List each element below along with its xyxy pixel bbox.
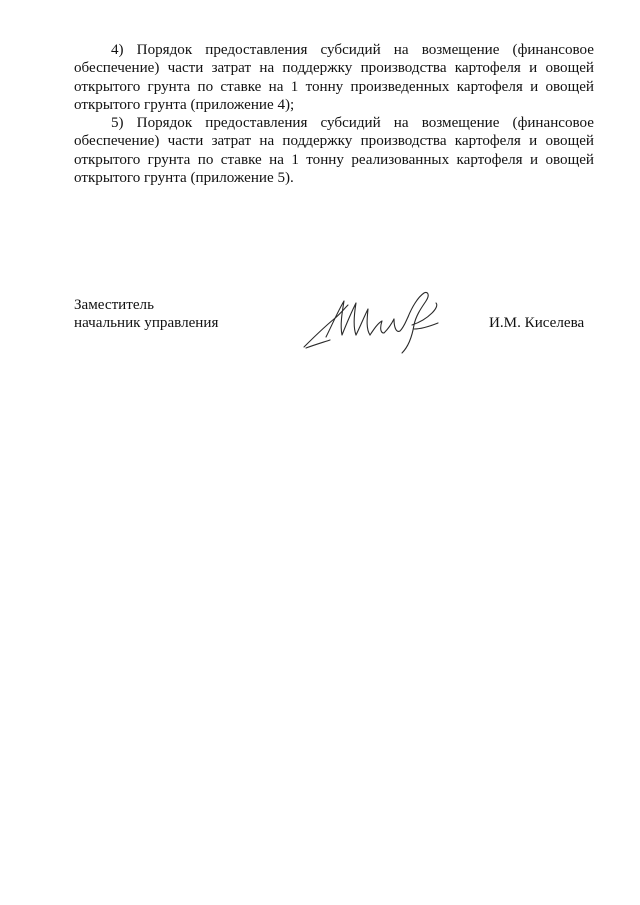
signatory-title-line2: начальник управления (74, 315, 219, 332)
handwritten-signature (296, 285, 446, 355)
signatory-title-line1: Заместитель (74, 297, 154, 313)
body-text (74, 41, 594, 187)
paragraph-item-5: 5) Порядок предоставления субсидий на возмещение (финансовое обеспечение) части затрат на поддержку производства картофеля и овощей открытого грунта по ставке на 1 тонну реализованных картофеля и овощей открытого грунта (приложение 5). (74, 115, 594, 187)
signatory-title (74, 296, 218, 333)
paragraph-item-4: 4) Порядок предоставления субсидий на возмещение (финансовое обеспечение) части затрат на поддержку производства картофеля и овощей открытого грунта по ставке на 1 тонну произведенных картофеля и овощей открытого грунта (приложение 4); (74, 42, 594, 113)
signer-name: И.М. Киселева (489, 315, 585, 331)
